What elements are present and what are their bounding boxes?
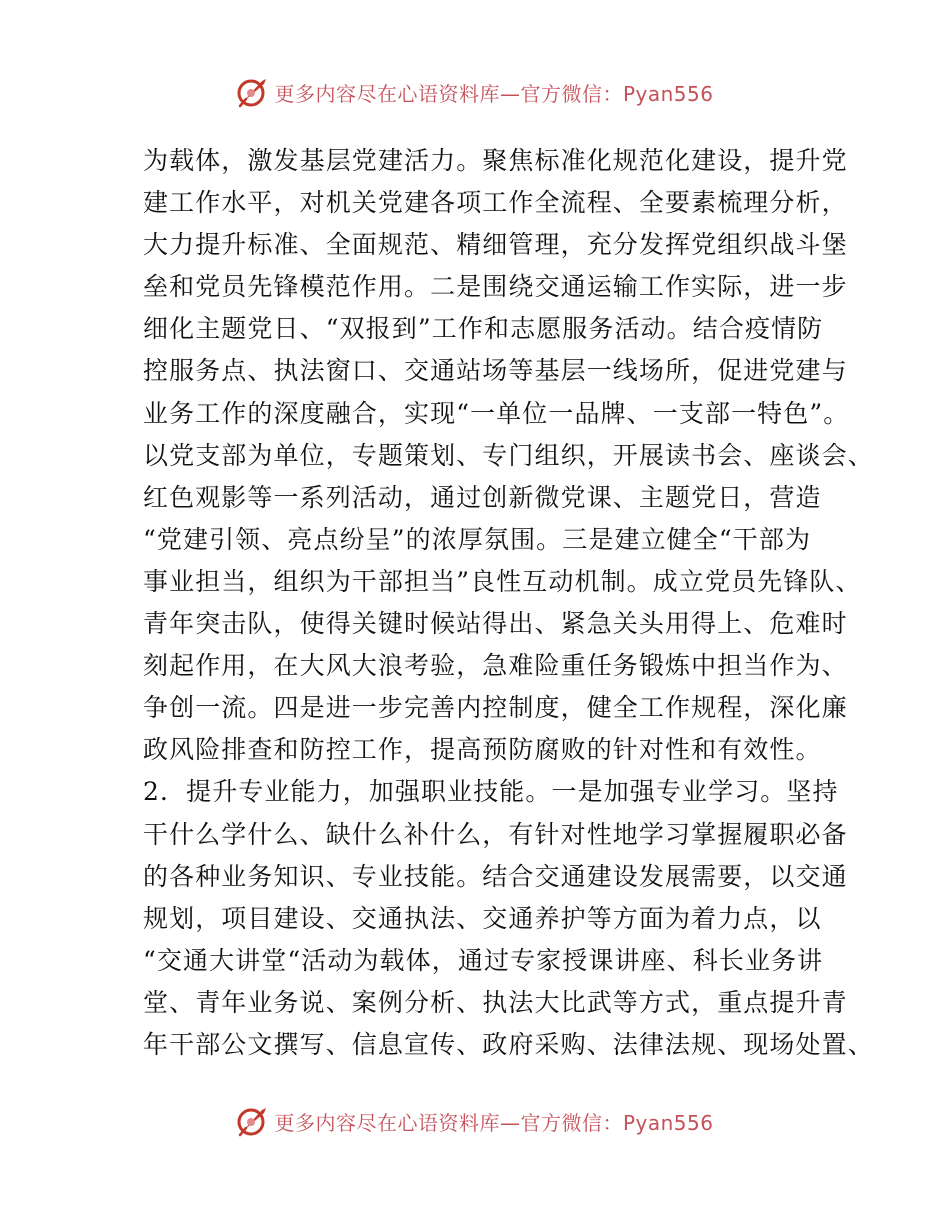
- body-line: 争创一流。四是进一步完善内控制度，健全工作规程，深化廉: [143, 693, 848, 723]
- body-line: 青年突击队，使得关键时候站得出、紧急关头用得上、危难时: [143, 609, 848, 639]
- body-line: “交通大讲堂“活动为载体，通过专家授课讲座、科长业务讲: [143, 945, 824, 975]
- section-heading-line: 2．提升专业能力，加强职业技能。一是加强专业学习。坚持: [143, 777, 839, 807]
- body-line: 政风险排查和防控工作，提高预防腐败的针对性和有效性。: [143, 735, 822, 765]
- body-line: 建工作水平，对机关党建各项工作全流程、全要素梳理分析，: [143, 188, 848, 218]
- body-line: 大力提升标准、全面规范、精细管理，充分发挥党组织战斗堡: [143, 230, 848, 260]
- quill-pen-logo-icon: [236, 75, 270, 109]
- body-line: 干什么学什么、缺什么补什么，有针对性地学习掌握履职必备: [143, 819, 848, 849]
- body-line: 事业担当，组织为干部担当”良性互动机制。成立党员先锋队、: [143, 566, 862, 596]
- body-line: 以党支部为单位，专题策划、专门组织，开展读书会、座谈会、: [143, 440, 874, 470]
- body-line: 规划，项目建设、交通执法、交通养护等方面为着力点，以: [143, 903, 822, 933]
- body-line: 刻起作用，在大风大浪考验，急难险重任务锻炼中担当作为、: [143, 651, 848, 681]
- footer-banner-text: 更多内容尽在心语资料库—官方微信：Pyan556: [274, 1110, 714, 1135]
- document-body: [143, 140, 874, 1066]
- body-line: 堂、青年业务说、案例分析、执法大比武等方式，重点提升青: [143, 987, 848, 1017]
- body-line: 为载体，激发基层党建活力。聚焦标准化规范化建设，提升党: [143, 146, 848, 175]
- quill-pen-logo-icon: [236, 1104, 270, 1138]
- body-line: “党建引领、亮点纷呈”的浓厚氛围。三是建立健全“干部为: [143, 524, 812, 554]
- body-line: 红色观影等一系列活动，通过创新微党课、主题党日，营造: [143, 482, 822, 512]
- body-line: 垒和党员先锋模范作用。二是围绕交通运输工作实际，进一步: [143, 272, 848, 302]
- body-line: 年干部公文撰写、信息宣传、政府采购、法律法规、现场处置、: [143, 1029, 874, 1059]
- body-line: 的各种业务知识、专业技能。结合交通建设发展需要，以交通: [143, 861, 848, 891]
- body-line: 细化主题党日、“双报到”工作和志愿服务活动。结合疫情防: [143, 314, 824, 344]
- footer-banner: [0, 1101, 950, 1141]
- header-banner: [0, 72, 950, 112]
- body-line: 业务工作的深度融合，实现“一单位一品牌、一支部一特色”。: [143, 398, 850, 428]
- body-line: 控服务点、执法窗口、交通站场等基层一线场所，促进党建与: [143, 356, 848, 386]
- header-banner-text: 更多内容尽在心语资料库—官方微信：Pyan556: [274, 81, 714, 106]
